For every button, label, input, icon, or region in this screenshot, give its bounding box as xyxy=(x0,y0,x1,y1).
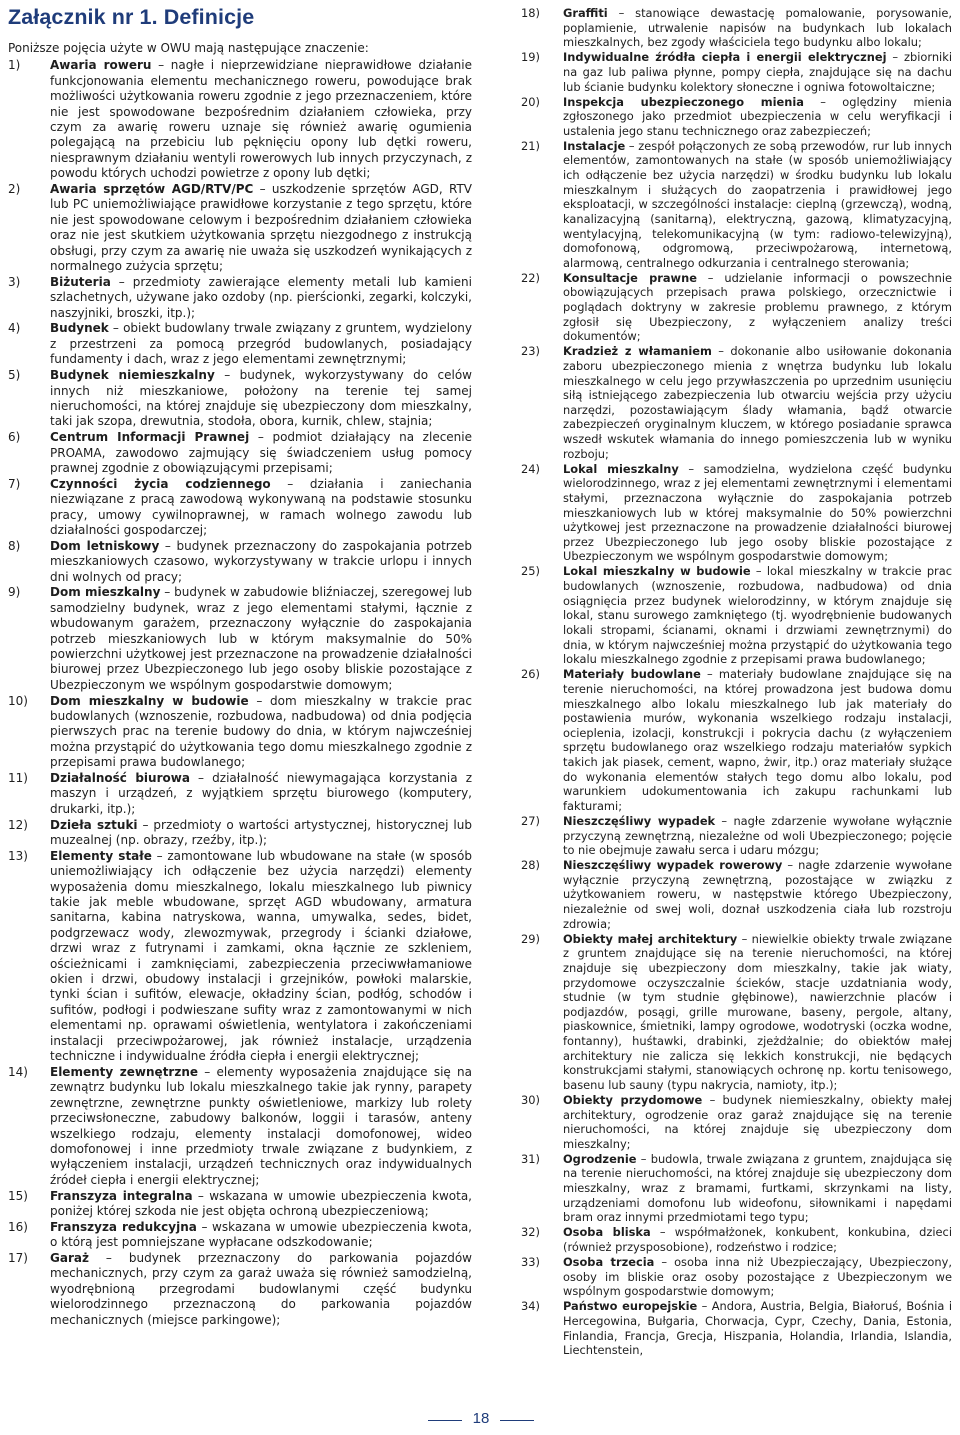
definition-number: 27) xyxy=(521,813,540,828)
definition-item xyxy=(8,539,472,585)
definition-text: – zamontowane lub wbudowane na stałe (w sposób uniemożliwiający ich odłączenie bez użycia narzędzi) elementy wyposażenia domu mieszkalnego, lokalu mieszkalnego lub piwnicy takie jak meble wbudowane, sprzęt AGD wbudowany, armatura sanitarna, kabina natryskowa, wanna, umywalka, sedes, bidet, podgrzewacz wody, zlewozmywak, przegrody i ścianki działowe, drzwi wraz z futrynami i zamkami, okna łącznie ze szkleniem, ościeżnicami i zamknięciami, zabezpieczenia przeciwwłamaniowe okien i drzwi, obudowy instalacji i grzejników, powłoki malarskie, tynki ścian i sufitów, elewacje, okładziny ścian, podłóg, schodów i sufitów, podłogi i podwieszane sufity wraz z zamontowanymi w nich elementami np. oprawami oświetlenia, wentylatora i zakończeniami instalacji przeciwpożarowej, jak również instalacje, urządzenia techniczne i indywidualne źródła ciepła i energii elektrycznej; xyxy=(50,848,472,1064)
definition-text: – budynek przeznaczony do zaspokajania potrzeb mieszkaniowych czasowo, wykorzystywany w trakcie urlopu i innych dni wolnych od pracy; xyxy=(50,538,473,584)
definition-item xyxy=(521,344,952,461)
definition-number: 13) xyxy=(8,848,28,863)
definition-number: 8) xyxy=(8,538,21,553)
definition-term: Dom mieszkalny w budowie xyxy=(50,693,249,708)
definition-number: 28) xyxy=(521,858,540,873)
page-title: Załącznik nr 1. Definicje xyxy=(8,5,255,29)
definition-term: Biżuteria xyxy=(50,274,111,289)
definition-number: 9) xyxy=(8,585,21,600)
definition-term: Franszyza redukcyjna xyxy=(50,1219,197,1234)
definition-item xyxy=(8,275,472,321)
definitions-list-right xyxy=(521,6,952,1358)
definition-term: Ogrodzenie xyxy=(563,1151,637,1166)
definition-term: Obiekty przydomowe xyxy=(563,1092,703,1107)
definition-term: Elementy zewnętrzne xyxy=(50,1064,199,1079)
definition-number: 3) xyxy=(8,274,21,289)
definition-item xyxy=(521,1299,952,1358)
definition-text: – elementy wyposażenia znajdujące się na zewnątrz budynku lub lokalu mieszkalnego takie jak rynny, parapety zewnętrzne, zewnętrzne punkty oświetleniowe, markizy lub rolety przeciwsłoneczne, zabudowy balkonów, loggii i tarasów, anteny wszelkiego rodzaju, elementy instalacji domofonowej, wideo domofonowej i inne przedmioty trwale związane z budynkiem, z wyłączeniem instalacji, urządzeń technicznych oraz indywidualnych źródeł ciepła i energii elektrycznej; xyxy=(50,1064,472,1187)
definition-term: Materiały budowlane xyxy=(563,667,701,682)
definition-text: – podmiot działający na zlecenie PROAMA, zawodowo zajmujący się świadczeniem usług pomocy prawnej zgodnie z obowiązującymi przepisami; xyxy=(50,430,473,475)
definition-number: 32) xyxy=(521,1225,540,1240)
definition-text: – budynek w zabudowie bliźniaczej, szeregowej lub samodzielny budynek, wraz z jego elementami stałymi, łącznie z wbudowanym garażem, przeznaczony wyłącznie do zaspokajania potrzeb mieszkaniowych lub w którym maksymalnie do 50% powierzchni użytkowej jest przeznaczone na prowadzenie działalności biurowej przez Ubezpieczonego lub jego osoby bliskie pozostające z Ubezpieczonym we wspólnym gospodarstwie domowym; xyxy=(50,585,472,692)
page-footer xyxy=(0,1410,960,1432)
definition-text: – obiekt budowlany trwale związany z gruntem, wydzielony z przestrzeni za pomocą przegród budowlanych, posiadający fundamenty i dach, wraz z jego elementami zewnętrznymi; xyxy=(50,321,472,367)
definition-item xyxy=(521,271,952,344)
definition-term: Dzieła sztuki xyxy=(50,817,138,832)
definition-item xyxy=(8,1065,472,1188)
definition-number: 4) xyxy=(8,321,21,336)
definition-text: – nagłe zdarzenie wywołane wyłącznie przyczyną zewnętrzną, pozostające w związku z użytkowaniem roweru, w następstwie którego Ubezpieczony, niezależnie od swej woli, doznał uszkodzenia ciała lub rozstroju zdrowia; xyxy=(563,858,952,931)
definition-item xyxy=(521,667,952,813)
definition-text: – nagłe i nieprzewidziane nieprawidłowe działanie funkcjonowania elementu mechanicznego roweru, powodujące brak możliwości użytkowania roweru zgodnie z jego przeznaczeniem, które nie jest spowodowane bezpośrednim działaniem człowieka, przy czym za awarię roweru uznaje się również awarię ogumienia polegającą na przebiciu lub pęknięciu opony lub dętki roweru, niesprawnym działaniu wentyli rowerowych lub innych przyczynach, z powodu których uchodzi powietrze z opony lub dętki; xyxy=(50,58,473,181)
footer-rule-left xyxy=(428,1420,462,1421)
page-number: 18 xyxy=(472,1410,490,1427)
definition-term: Lokal mieszkalny w budowie xyxy=(563,564,751,579)
definition-text: – udzielanie informacji o powszechnie obowiązujących przepisach prawa polskiego, orzecznictwie i poglądach doktryny w zakresie problemu prawnego, z którym zgłosił się Ubezpieczony, z wyłączeniem analizy treści dokumentów; xyxy=(563,270,952,344)
definition-term: Konsultacje prawne xyxy=(563,270,697,285)
definition-item xyxy=(521,858,952,931)
definition-text: – osoba inna niż Ubezpieczający, Ubezpieczony, osoby im bliskie oraz osoby pozostające z Ubezpieczonym we wspólnym gospodarstwie domowym; xyxy=(563,1254,952,1299)
definition-number: 29) xyxy=(521,931,540,946)
definition-item xyxy=(521,814,952,858)
definition-item xyxy=(8,585,472,693)
definition-item xyxy=(521,564,952,666)
definition-text: – wskazana w umowie ubezpieczenia kwota, o którą jest pomniejszane wypłacane odszkodowanie; xyxy=(50,1219,472,1250)
footer-rule-right xyxy=(500,1420,534,1421)
definition-item xyxy=(521,50,952,94)
definition-number: 2) xyxy=(8,182,21,197)
definition-text: – przedmioty o wartości artystycznej, historycznej lub muzealnej (np. obrazy, rzeźby, itp.); xyxy=(50,817,472,848)
definition-text: – niewielkie obiekty trwale związane z gruntem znajdujące się na terenie nieruchomości, na której znajduje się ubezpieczony dom mieszkalny, takie jak wiaty, przydomowe oczyszczalnie ścieków, stacje uzdatniania wody, studnie (w tym studnie głębinowe), nawierzchnie placów i podjazdów, posągi, grille murowane, baseny, pergole, altany, piaskownice, śmietniki, lampy ogrodowe, wodotryski (oczka wodne, fontanny), huśtawki, drabinki, zjeżdżalnie; do obiektów małej architektury nie zalicza się lekkich konstrukcji, nie będących konstrukcjami stałymi, stanowiących ochronę np. kortu tenisowego, basenu lub sauny (typu nakrycia, namioty, itp.); xyxy=(563,931,952,1092)
definition-term: Dom letniskowy xyxy=(50,538,160,553)
definition-item xyxy=(8,58,472,181)
definition-term: Graffiti xyxy=(563,6,608,20)
definition-text: – zbiorniki na gaz lub paliwa płynne, pompy ciepła, znajdujące się na dachu lub ścianie budynku kolektory słoneczne i ogniwa fotowoltaiczne; xyxy=(563,50,952,94)
definition-number: 11) xyxy=(8,771,28,785)
intro-text: Poniższe pojęcia użyte w OWU mają następujące znaczenie: xyxy=(8,41,369,55)
definition-term: Osoba bliska xyxy=(563,1225,651,1240)
definition-number: 22) xyxy=(521,270,540,285)
definition-text: – budynek przeznaczony do parkowania pojazdów mechanicznych, przy czym za garaż uważa się również samodzielną, wyodrębnioną przegrodami budowlanymi część budynku wielorodzinnego przeznaczoną do parkowania pojazdów mechanicznych (miejsce parkingowe); xyxy=(50,1250,472,1327)
definition-term: Elementy stałe xyxy=(50,848,152,863)
definition-number: 24) xyxy=(521,461,540,476)
definition-item xyxy=(8,1220,472,1251)
definition-number: 23) xyxy=(521,344,540,359)
definition-number: 33) xyxy=(521,1254,540,1269)
definition-term: Garaż xyxy=(50,1250,89,1265)
definition-text: – przedmioty zawierające elementy metali lub kamieni szlachetnych, używane jako ozdoby (np. pierścionki, zegarki, kolczyki, naszyjniki, broszki, itp.); xyxy=(50,274,472,320)
definition-item xyxy=(521,932,952,1093)
definition-item xyxy=(8,694,472,771)
definition-text: – budowla, trwale związana z gruntem, znajdująca się na terenie nieruchomości, na której znajduje się ubezpieczony dom mieszkalny, wraz z bramami, furtkami, skrzynkami na listy, urządzeniami domofonu lub wideofonu, siłownikami i napędami bram oraz innymi przedmiotami tego typu; xyxy=(563,1151,952,1225)
definition-text: – zespół połączonych ze sobą przewodów, rur lub innych elementów, zamontowanych na stałe (w sposób uniemożliwiający ich odłączenie bez użycia narzędzi) w środku budynku lub lokalu mieszkalnym i służących do zaopatrzenia i prawidłowej jego eksploatacji, w szczególności instalacje: cieplną (grzewczą), wodną, kanalizacyjną (sanitarną), elektryczną, gazową, klimatyzacyjną, wentylacyjną, telekomunikacyjną (w tym: radiowo-telewizyjną), domofonową, odgromową, przeciwpożarową, internetową, alarmową, centralnego odkurzania i centralnego sterowania; xyxy=(563,138,952,270)
definition-item xyxy=(8,818,472,849)
definition-term: Nieszczęśliwy wypadek rowerowy xyxy=(563,858,783,873)
definition-number: 34) xyxy=(521,1299,540,1314)
definition-number: 6) xyxy=(8,430,21,445)
definition-text: – budynek niemieszkalny, obiekty małej architektury, ogrodzenie oraz garaż znajdujące się na terenie nieruchomości, na której znajduje się ubezpieczony dom mieszkalny; xyxy=(563,1092,952,1151)
definition-text: – budynek, wykorzystywany do celów innych niż mieszkaniowe, położony na terenie tej samej nieruchomości, na której znajduje się ubezpieczony dom mieszkalny, taki jak szopa, drewutnia, stodoła, obora, kurnik, chlew, stajnia; xyxy=(50,368,472,429)
definition-number: 31) xyxy=(521,1151,540,1166)
definition-number: 7) xyxy=(8,476,21,491)
definition-text: – Andora, Austria, Belgia, Białoruś, Bośnia i Hercegowina, Bułgaria, Chorwacja, Cypr, Czechy, Dania, Estonia, Finlandia, Francja, Grecja, Hiszpania, Holandia, Irlandia, Islandia, Liechtenstein, xyxy=(563,1299,952,1358)
definition-text: – działalność niewymagająca korzystania z maszyn i urządzeń, z wyjątkiem sprzętu biurowego (komputery, drukarki, itp.); xyxy=(50,771,472,816)
definition-number: 16) xyxy=(8,1219,28,1234)
definition-text: – materiały budowlane znajdujące się na terenie nieruchomości, na której prowadzona jest budowa domu mieszkalnego albo lokalu mieszkalnego lub jak materiały do postawienia murów, wykonania wszelkiego rodzaju instalacji, ocieplenia, izolacji, konstrukcji i pokrycia dachu (z wyłączeniem sprzętu budowlanego oraz wszelkiego rodzaju materiałów sypkich takich jak piasek, cement, wapno, żwir, itp.) oraz materiały służące do wykonania elementów stałych tego domu albo lokalu, pod warunkiem udokumentowania ich zakupu rachunkami lub fakturami; xyxy=(563,667,952,813)
definition-text: – oględziny mienia zgłoszonego jako przedmiot ubezpieczenia w celu weryfikacji i ustalenia jego stanu technicznego oraz zabezpieczeń; xyxy=(563,94,952,138)
definition-term: Państwo europejskie xyxy=(563,1299,698,1314)
definition-item xyxy=(521,1255,952,1299)
definition-number: 25) xyxy=(521,564,540,579)
definition-number: 26) xyxy=(521,667,540,682)
definition-item xyxy=(8,430,472,476)
definition-term: Centrum Informacji Prawnej xyxy=(50,430,250,445)
definition-term: Obiekty małej architektury xyxy=(563,931,738,946)
definition-item xyxy=(521,95,952,139)
definition-term: Budynek niemieszkalny xyxy=(50,368,215,383)
definition-item xyxy=(8,182,472,274)
definition-number: 17) xyxy=(8,1250,28,1265)
definition-number: 14) xyxy=(8,1064,28,1079)
definition-text: – uszkodzenie sprzętów AGD, RTV lub PC uniemożliwiające prawidłowe korzystanie z tego sprzętu, które nie jest spowodowane celowym i bezpośrednim działaniem człowieka oraz nie jest skutkiem użytkowania sprzętu niezgodnego z instrukcją obsługi, przy czym za awarię nie uważa się uszkodzeń wynikających z normalnego zużycia sprzętu; xyxy=(50,182,473,274)
definition-term: Osoba trzecia xyxy=(563,1254,655,1269)
definition-text: – samodzielna, wydzielona część budynku wielorodzinnego, wraz z jej elementami zewnętrznymi i elementami stałymi, przeznaczona wyłącznie do zaspokajania potrzeb mieszkaniowych lub w której maksymalnie do 50% powierzchni użytkowej jest przeznaczone na prowadzenie działalności biurowej przez Ubezpieczonego lub jego osoby bliskie pozostające z Ubezpieczonym we wspólnym gospodarstwie domowym; xyxy=(563,461,952,564)
definition-item xyxy=(8,849,472,1065)
definition-text: – stanowiące dewastację pomalowanie, porysowanie, poplamienie, utrwalenie napisów na budynkach lub lokalach mieszkalnych, bez zgody właściciela tego budynku albo lokalu; xyxy=(563,6,952,50)
definition-term: Awaria roweru xyxy=(50,58,152,73)
definition-text: – wskazana w umowie ubezpieczenia kwota, poniżej której szkoda nie jest objęta ochroną ubezpieczeniową; xyxy=(50,1188,472,1218)
definition-term: Budynek xyxy=(50,321,109,336)
definition-term: Franszyza integralna xyxy=(50,1188,193,1203)
definition-item xyxy=(8,771,472,817)
definition-number: 30) xyxy=(521,1092,540,1107)
definition-number: 10) xyxy=(8,693,28,708)
definition-item xyxy=(521,1225,952,1254)
definition-item xyxy=(8,1189,472,1220)
definition-term: Indywidualne źródła ciepła i energii elektrycznej xyxy=(563,50,887,65)
definition-number: 18) xyxy=(521,6,540,20)
definition-term: Działalność biurowa xyxy=(50,771,190,785)
definition-number: 19) xyxy=(521,50,540,65)
definition-term: Lokal mieszkalny xyxy=(563,461,679,476)
definition-text: – działania i zaniechania niezwiązane z pracą zawodową wykonywaną na podstawie stosunku pracy, umowy cywilnoprawnej, w ramach wolnego zawodu lub działalności gospodarczej; xyxy=(50,476,472,537)
definition-item xyxy=(8,477,472,539)
definitions-list-left xyxy=(8,58,472,1328)
definition-item xyxy=(521,139,952,271)
definition-number: 5) xyxy=(8,368,21,383)
definition-item xyxy=(521,1152,952,1225)
definition-term: Awaria sprzętów AGD/RTV/PC xyxy=(50,182,254,197)
definition-text: – współmałżonek, konkubent, konkubina, dzieci (również przysposobione), rodzeństwo i rodzice; xyxy=(563,1225,952,1254)
definition-term: Kradzież z włamaniem xyxy=(563,344,712,359)
definition-number: 20) xyxy=(521,94,540,109)
definition-term: Inspekcja ubezpieczonego mienia xyxy=(563,94,804,109)
definition-item xyxy=(521,6,952,50)
definition-number: 21) xyxy=(521,138,540,153)
definition-text: – dom mieszkalny w trakcie prac budowlanych (wznoszenie, rozbudowa, nadbudowa) od dnia podjęcia pierwszych prac na terenie budowy do dnia, w którym najwcześniej można przystąpić do użytkowania tego domu mieszkalnego zgodnie z przepisami prawa budowlanego; xyxy=(50,693,472,770)
definition-term: Dom mieszkalny xyxy=(50,585,161,600)
definition-text: – dokonanie albo usiłowanie dokonania zaboru ubezpieczonego mienia z wnętrza budynku lub lokalu mieszkalnego w celu jego przywłaszczenia po uprzednim usunięciu siłą istniejącego zabezpieczenia lub otwarciu wejścia przy użyciu narzędzi, pozostawiającym ślady włamania, bądź otwarcie zabezpieczeń oryginalnym kluczem, w którego posiadanie sprawca wszedł wskutek włamania do innego pomieszczenia lub w wyniku rozboju; xyxy=(563,344,952,461)
definition-term: Nieszczęśliwy wypadek xyxy=(563,813,716,828)
definition-item xyxy=(8,1251,472,1328)
definition-number: 12) xyxy=(8,817,28,832)
right-column xyxy=(521,6,952,1358)
definition-item xyxy=(521,1093,952,1152)
left-column xyxy=(8,41,472,1328)
definition-item xyxy=(521,462,952,564)
definition-number: 15) xyxy=(8,1188,28,1203)
definition-text: – lokal mieszkalny w trakcie prac budowlanych (wznoszenie, rozbudowa, nadbudowa) od dnia osiągnięcia przez budynek wielorodzinny, w którym znajduje się lokal, stanu surowego zamkniętego (tj. wyodrębnienie budowanych lokali stropami, ścianami, oknami i drzwiami zewnętrznymi) do dnia, w którym najwcześniej można przystąpić do użytkowania tego lokalu mieszkalnego zgodnie z przepisami prawa budowlanego; xyxy=(563,564,952,667)
definition-term: Instalacje xyxy=(563,138,626,153)
definition-item xyxy=(8,321,472,367)
definition-number: 1) xyxy=(8,58,21,73)
definition-text: – nagłe zdarzenie wywołane wyłącznie przyczyną zewnętrzną, niezależne od woli Ubezpieczonego; pojęcie to nie obejmuje zawału serca i udaru mózgu; xyxy=(563,813,952,858)
definition-item xyxy=(8,368,472,430)
definition-term: Czynności życia codziennego xyxy=(50,476,271,491)
